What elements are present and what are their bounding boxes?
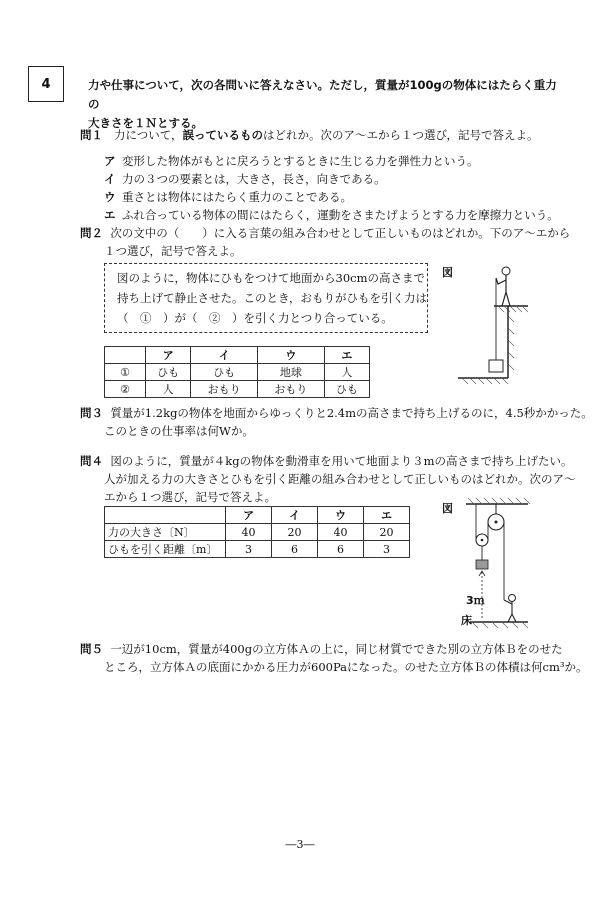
table-cell: 力の大きさ〔N〕 — [105, 524, 226, 541]
q5-prompt — [80, 640, 587, 676]
table-cell: 人 — [146, 381, 191, 398]
instructions-line-2: 大きさを１Ｎとする。 — [88, 116, 203, 130]
q1-option-u — [104, 188, 559, 206]
q1-text-post: はどれか。次のア～エから１つ選び，記号で答えよ。 — [263, 128, 539, 142]
table-header: エ — [324, 347, 369, 364]
table-header: イ — [191, 347, 258, 364]
q4-figure-height-label: 3ｍ — [466, 594, 485, 607]
q4-text-line-2: 人が加える力の大きさとひもを引く距離の組み合わせとして正しいものはどれか。次のア～ — [104, 472, 576, 486]
q5-label: 問５ — [80, 642, 103, 656]
q1-text-bold: 誤っているもの — [182, 128, 264, 142]
q5-text-line-1: 一辺が10cm，質量が400gの立方体Ａの上に，同じ材質でできた別の立方体Ｂをのせた — [110, 642, 563, 656]
q2-text-line-1: 次の文中の（ ）に入る言葉の組み合わせとして正しいものはどれか。下のア～エから — [110, 226, 571, 240]
table-cell: 3 — [364, 541, 410, 558]
table-cell: 6 — [272, 541, 318, 558]
q2-answer-table — [104, 346, 370, 398]
option-text: 力の３つの要素とは，大きさ，長さ，向きである。 — [122, 172, 386, 186]
q3-text-line-1: 質量が1.2kgの物体を地面からゆっくりと2.4mの高さまで持ち上げるのに，4.5秒かかった。 — [110, 406, 593, 420]
table-header: ア — [146, 347, 191, 364]
q2-label: 問２ — [80, 226, 103, 240]
table-cell: ひも — [146, 364, 191, 381]
q4-text-line-1: 図のように，質量が４kgの物体を動滑車を用いて地面より３mの高さまで持ち上げたい。 — [110, 454, 573, 468]
table-header-row — [105, 507, 410, 524]
q1-option-a — [104, 152, 559, 170]
option-text: 重さとは物体にはたらく重力のことである。 — [122, 190, 352, 204]
table-cell: ① — [105, 364, 146, 381]
table-header — [105, 347, 146, 364]
table-cell: 人 — [324, 364, 369, 381]
table-cell: 20 — [364, 524, 410, 541]
q2-text-line-2: １つ選び，記号で答えよ。 — [104, 244, 242, 258]
q2-box-line-3: （ ① ）が（ ② ）を引く力とつり合っている。 — [117, 311, 393, 325]
q3-prompt — [80, 404, 593, 440]
table-header: ア — [226, 507, 272, 524]
option-key: エ — [104, 208, 116, 222]
table-cell: 40 — [318, 524, 364, 541]
q4-text-line-3: エから１つ選び，記号で答えよ。 — [104, 490, 277, 504]
table-cell: 20 — [272, 524, 318, 541]
table-row — [105, 541, 410, 558]
table-cell: 6 — [318, 541, 364, 558]
table-cell: 40 — [226, 524, 272, 541]
page-number: ―3― — [285, 838, 315, 851]
section-number: 4 — [28, 66, 64, 102]
table-row — [105, 364, 370, 381]
q3-text-line-2: このときの仕事率は何Wか。 — [104, 424, 254, 438]
table-cell: 3 — [226, 541, 272, 558]
q4-answer-table — [104, 506, 410, 558]
q1-option-i — [104, 170, 559, 188]
table-row — [105, 381, 370, 398]
q1-option-e — [104, 206, 559, 224]
q2-figure-lifting-diagram — [458, 262, 528, 390]
q2-prompt — [80, 224, 570, 260]
q2-box-line-2: 持ち上げて静止させた。このとき，おもりがひもを引く力は — [117, 291, 428, 305]
q4-figure-floor-label: 床 — [461, 614, 472, 627]
table-header: ウ — [257, 347, 324, 364]
table-cell: おもり — [257, 381, 324, 398]
option-key: ア — [104, 154, 116, 168]
table-cell: おもり — [191, 381, 258, 398]
q1-text-pre: 力について， — [113, 128, 183, 142]
q4-label: 問４ — [80, 454, 103, 468]
table-cell: ひもを引く距離〔m〕 — [105, 541, 226, 558]
instructions — [88, 76, 568, 133]
table-header-row — [105, 347, 370, 364]
table-cell: ひも — [324, 381, 369, 398]
table-header — [105, 507, 226, 524]
table-header: ウ — [318, 507, 364, 524]
instructions-line-1: 力や仕事について，次の各問いに答えなさい。ただし，質量が100gの物体にはたらく重力の — [88, 78, 557, 111]
table-cell: ② — [105, 381, 146, 398]
q1-options — [104, 152, 559, 224]
table-header: エ — [364, 507, 410, 524]
q1-label: 問１ — [80, 128, 103, 142]
table-row — [105, 524, 410, 541]
q2-figure-label: 図 — [442, 266, 453, 279]
table-header: イ — [272, 507, 318, 524]
option-key: ウ — [104, 190, 116, 204]
q4-figure-label: 図 — [442, 502, 453, 515]
option-key: イ — [104, 172, 116, 186]
table-cell: ひも — [191, 364, 258, 381]
q2-box-line-1: 図のように，物体にひもをつけて地面から30cmの高さまで — [117, 271, 425, 285]
q3-label: 問３ — [80, 406, 103, 420]
option-text: ふれ合っている物体の間にはたらく，運動をさまたげようとする力を摩擦力という。 — [122, 208, 559, 222]
table-cell: 地球 — [257, 364, 324, 381]
option-text: 変形した物体がもとに戻ろうとするときに生じる力を弾性力という。 — [122, 154, 479, 168]
q1-prompt — [80, 126, 539, 144]
q5-text-line-2: ところ，立方体Ａの底面にかかる圧力が600Paになった。のせた立方体Ｂの体積は何cm³か。 — [104, 660, 588, 674]
q4-figure-pulley-diagram — [456, 498, 536, 628]
q2-statement-box — [104, 263, 428, 333]
